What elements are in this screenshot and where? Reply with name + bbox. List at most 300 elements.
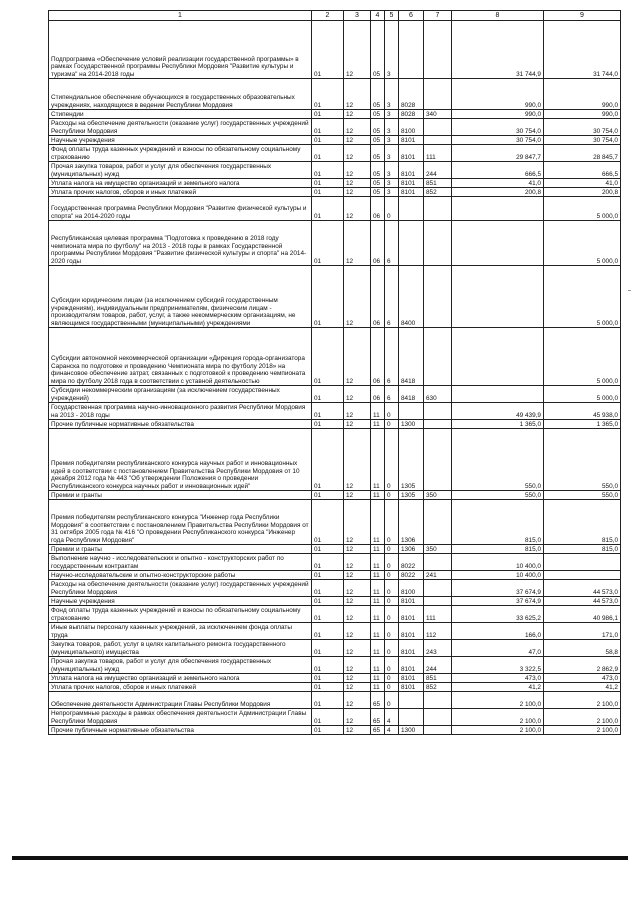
cell-expense-type [424, 692, 452, 709]
cell-expense-type [424, 328, 452, 386]
cell-section: 01 [312, 429, 344, 491]
table-row [49, 145, 621, 162]
cell-program: 11 [371, 429, 385, 491]
cell-amount-1: 550,0 [452, 429, 544, 491]
cell-subprogram: 0 [385, 606, 399, 623]
cell-section: 01 [312, 179, 344, 188]
cell-amount-2: 28 845,7 [544, 145, 621, 162]
row-name: Иные выплаты персоналу казенных учреждений, за исключением фонда оплаты труда [49, 623, 312, 640]
cell-subsection: 12 [344, 554, 371, 571]
cell-amount-1: 10 400,0 [452, 571, 544, 580]
cell-expense-type: 851 [424, 674, 452, 683]
cell-subprogram: 0 [385, 623, 399, 640]
cell-amount-2: 2 100,0 [544, 709, 621, 726]
cell-section: 01 [312, 657, 344, 674]
cell-amount-2: 44 573,0 [544, 580, 621, 597]
cell-amount-1: 3 322,5 [452, 657, 544, 674]
cell-section: 01 [312, 197, 344, 221]
table-row [49, 197, 621, 221]
cell-subsection: 12 [344, 21, 371, 79]
cell-direction: 8101 [399, 145, 424, 162]
cell-amount-2: 30 754,0 [544, 136, 621, 145]
cell-subsection: 12 [344, 429, 371, 491]
cell-expense-type [424, 429, 452, 491]
cell-section: 01 [312, 162, 344, 179]
cell-subsection: 12 [344, 386, 371, 403]
cell-program: 05 [371, 79, 385, 110]
cell-amount-1: 1 365,0 [452, 420, 544, 429]
cell-expense-type: 244 [424, 162, 452, 179]
cell-amount-2: 2 862,9 [544, 657, 621, 674]
cell-direction: 8101 [399, 657, 424, 674]
cell-subsection: 12 [344, 110, 371, 119]
cell-subsection: 12 [344, 726, 371, 735]
cell-amount-2: 5 000,0 [544, 221, 621, 266]
column-header: 8 [452, 11, 544, 21]
row-name: Уплата прочих налогов, сборов и иных платежей [49, 683, 312, 692]
cell-subprogram: 0 [385, 491, 399, 500]
cell-section: 01 [312, 21, 344, 79]
cell-amount-2: 815,0 [544, 545, 621, 554]
cell-direction [399, 403, 424, 420]
cell-expense-type [424, 119, 452, 136]
cell-amount-1: 47,0 [452, 640, 544, 657]
cell-program: 05 [371, 119, 385, 136]
cell-amount-2 [544, 571, 621, 580]
row-name: Научные учреждения [49, 136, 312, 145]
table-row [49, 429, 621, 491]
cell-expense-type: 350 [424, 491, 452, 500]
table-row [49, 597, 621, 606]
row-name: Расходы на обеспечение деятельности (оказание услуг) государственных учреждений Республики Мордовия [49, 119, 312, 136]
table-row [49, 403, 621, 420]
cell-subprogram: 3 [385, 179, 399, 188]
cell-subsection: 12 [344, 119, 371, 136]
row-name: Государственная программа Республики Мордовия "Развитие физической культуры и спорта" на 2014-2020 годы [49, 197, 312, 221]
cell-subprogram: 3 [385, 162, 399, 179]
column-header: 5 [385, 11, 399, 21]
row-name: Прочая закупка товаров, работ и услуг для обеспечения государственных (муниципальных) нужд [49, 657, 312, 674]
cell-amount-2: 5 000,0 [544, 328, 621, 386]
row-name: Выполнение научно - исследовательских и опытно - конструкторских работ по государственным контрактам [49, 554, 312, 571]
cell-amount-1: 41,0 [452, 179, 544, 188]
table-row [49, 640, 621, 657]
table-row [49, 328, 621, 386]
cell-expense-type: 111 [424, 145, 452, 162]
cell-direction: 8101 [399, 674, 424, 683]
cell-amount-2: 2 100,0 [544, 692, 621, 709]
row-name: Субсидии некоммерческим организациям (за исключением государственных учреждений) [49, 386, 312, 403]
cell-program: 11 [371, 597, 385, 606]
cell-amount-1: 37 674,9 [452, 580, 544, 597]
table-row [49, 500, 621, 545]
table-row [49, 554, 621, 571]
cell-expense-type [424, 79, 452, 110]
cell-program: 11 [371, 403, 385, 420]
cell-subsection: 12 [344, 674, 371, 683]
table-row [49, 571, 621, 580]
cell-program: 11 [371, 606, 385, 623]
cell-amount-2: 550,0 [544, 491, 621, 500]
cell-program: 06 [371, 386, 385, 403]
cell-expense-type [424, 554, 452, 571]
row-name: Прочая закупка товаров, работ и услуг для обеспечения государственных (муниципальных) нужд [49, 162, 312, 179]
cell-amount-2: 5 000,0 [544, 266, 621, 328]
cell-subprogram: 4 [385, 726, 399, 735]
cell-amount-1: 200,8 [452, 188, 544, 197]
cell-subprogram: 0 [385, 674, 399, 683]
cell-subprogram: 4 [385, 709, 399, 726]
cell-subprogram: 3 [385, 145, 399, 162]
cell-program: 11 [371, 545, 385, 554]
cell-direction: 8101 [399, 162, 424, 179]
row-name: Научно-исследовательские и опытно-конструкторские работы [49, 571, 312, 580]
cell-expense-type: 241 [424, 571, 452, 580]
cell-direction: 1305 [399, 491, 424, 500]
cell-subprogram: 3 [385, 119, 399, 136]
cell-subsection: 12 [344, 571, 371, 580]
cell-subprogram: 3 [385, 21, 399, 79]
row-name: Прочие публичные нормативные обязательства [49, 420, 312, 429]
cell-subsection: 12 [344, 136, 371, 145]
row-name: Субсидии автономной некоммерческой организации «Дирекция города-организатора Саранска по подготовке и проведению Чемпионата мира по футболу 2018» на финансовое обеспечение затрат, связанных с подготовкой к проведению чемпионата мира по футболу 2018 года в соответствии с уставной деятельностью [49, 328, 312, 386]
row-name: Премии и гранты [49, 491, 312, 500]
cell-program: 05 [371, 136, 385, 145]
cell-subprogram: 3 [385, 79, 399, 110]
table-row [49, 657, 621, 674]
cell-section: 01 [312, 640, 344, 657]
cell-subprogram: 6 [385, 221, 399, 266]
cell-amount-2: 666,5 [544, 162, 621, 179]
cell-subprogram: 0 [385, 597, 399, 606]
table-row [49, 266, 621, 328]
budget-sheet [48, 10, 620, 735]
cell-direction: 8022 [399, 571, 424, 580]
cell-section: 01 [312, 580, 344, 597]
cell-expense-type: 243 [424, 640, 452, 657]
row-name: Уплата прочих налогов, сборов и иных платежей [49, 188, 312, 197]
cell-subsection: 12 [344, 597, 371, 606]
column-header-row [49, 11, 621, 21]
scan-artifact [628, 290, 631, 291]
cell-program: 11 [371, 491, 385, 500]
cell-section: 01 [312, 79, 344, 110]
cell-section: 01 [312, 554, 344, 571]
cell-subprogram: 6 [385, 386, 399, 403]
cell-direction [399, 221, 424, 266]
cell-subsection: 12 [344, 145, 371, 162]
cell-program: 65 [371, 709, 385, 726]
cell-subsection: 12 [344, 420, 371, 429]
cell-amount-1 [452, 386, 544, 403]
cell-direction: 8101 [399, 623, 424, 640]
cell-program: 05 [371, 110, 385, 119]
table-row [49, 21, 621, 79]
table-row [49, 683, 621, 692]
table-row [49, 726, 621, 735]
row-name: Подпрограмма «Обеспечение условий реализации государственной программы» в рамках Государственной программы Республики Мордовия "Развитие культуры и туризма" на 2014-2018 годы [49, 21, 312, 79]
table-row [49, 386, 621, 403]
cell-subprogram: 0 [385, 683, 399, 692]
cell-expense-type: 111 [424, 606, 452, 623]
column-header: 9 [544, 11, 621, 21]
cell-expense-type [424, 266, 452, 328]
cell-amount-1: 990,0 [452, 110, 544, 119]
cell-amount-1 [452, 197, 544, 221]
budget-table [48, 10, 621, 735]
cell-amount-1: 815,0 [452, 545, 544, 554]
page-bottom-rule [12, 856, 628, 860]
cell-subprogram: 0 [385, 571, 399, 580]
cell-direction: 8028 [399, 79, 424, 110]
cell-program: 05 [371, 162, 385, 179]
cell-direction [399, 197, 424, 221]
cell-program: 11 [371, 420, 385, 429]
cell-direction: 8100 [399, 119, 424, 136]
column-header: 2 [312, 11, 344, 21]
cell-amount-1: 473,0 [452, 674, 544, 683]
cell-section: 01 [312, 692, 344, 709]
cell-program: 11 [371, 657, 385, 674]
cell-subprogram: 0 [385, 197, 399, 221]
cell-program: 06 [371, 266, 385, 328]
cell-section: 01 [312, 606, 344, 623]
cell-expense-type: 852 [424, 188, 452, 197]
table-row [49, 188, 621, 197]
cell-amount-2: 815,0 [544, 500, 621, 545]
cell-subprogram: 3 [385, 188, 399, 197]
cell-direction: 8028 [399, 110, 424, 119]
cell-program: 11 [371, 623, 385, 640]
row-name: Закупка товаров, работ, услуг в целях капитального ремонта государственного (муниципального) имущества [49, 640, 312, 657]
cell-section: 01 [312, 386, 344, 403]
cell-expense-type [424, 726, 452, 735]
cell-expense-type [424, 420, 452, 429]
cell-direction: 1306 [399, 500, 424, 545]
row-name: Стипендии [49, 110, 312, 119]
cell-subsection: 12 [344, 545, 371, 554]
cell-subsection: 12 [344, 623, 371, 640]
table-row [49, 221, 621, 266]
cell-subsection: 12 [344, 197, 371, 221]
row-name: Республиканская целевая программа "Подготовка к проведению в 2018 году чемпионата мира по футболу" на 2013 - 2018 годы в рамках Государственной программы Республики Мордовия "Развитие физической культуры и спорта" на 2014-2020 годы [49, 221, 312, 266]
cell-section: 01 [312, 188, 344, 197]
cell-expense-type: 852 [424, 683, 452, 692]
cell-direction: 8101 [399, 606, 424, 623]
cell-expense-type [424, 597, 452, 606]
cell-direction: 1300 [399, 420, 424, 429]
cell-amount-2: 171,0 [544, 623, 621, 640]
cell-amount-1: 49 439,9 [452, 403, 544, 420]
cell-subprogram: 3 [385, 110, 399, 119]
cell-subprogram: 0 [385, 500, 399, 545]
row-name: Прочие публичные нормативные обязательства [49, 726, 312, 735]
row-name: Фонд оплаты труда казенных учреждений и взносы по обязательному социальному страхованию [49, 606, 312, 623]
cell-section: 01 [312, 571, 344, 580]
cell-subprogram: 6 [385, 266, 399, 328]
cell-section: 01 [312, 420, 344, 429]
cell-amount-1: 29 847,7 [452, 145, 544, 162]
cell-direction: 8418 [399, 328, 424, 386]
cell-section: 01 [312, 683, 344, 692]
table-row [49, 606, 621, 623]
cell-subprogram: 3 [385, 136, 399, 145]
cell-amount-2: 990,0 [544, 110, 621, 119]
cell-direction: 8101 [399, 597, 424, 606]
cell-amount-1: 2 100,0 [452, 709, 544, 726]
cell-program: 05 [371, 21, 385, 79]
cell-section: 01 [312, 145, 344, 162]
cell-direction: 8101 [399, 640, 424, 657]
cell-expense-type [424, 709, 452, 726]
cell-direction: 8101 [399, 136, 424, 145]
cell-amount-2: 44 573,0 [544, 597, 621, 606]
cell-subsection: 12 [344, 657, 371, 674]
row-name: Обеспечение деятельности Администрации Главы Республики Мордовия [49, 692, 312, 709]
cell-program: 11 [371, 683, 385, 692]
column-header: 4 [371, 11, 385, 21]
cell-subprogram: 0 [385, 545, 399, 554]
table-row [49, 110, 621, 119]
cell-subsection: 12 [344, 179, 371, 188]
cell-direction [399, 692, 424, 709]
cell-amount-2: 45 938,0 [544, 403, 621, 420]
row-name: Научные учреждения [49, 597, 312, 606]
cell-program: 11 [371, 554, 385, 571]
column-header: 1 [49, 11, 312, 21]
cell-section: 01 [312, 266, 344, 328]
cell-amount-1: 2 100,0 [452, 726, 544, 735]
cell-direction: 1305 [399, 429, 424, 491]
cell-amount-1: 815,0 [452, 500, 544, 545]
table-row [49, 580, 621, 597]
row-name: Государственная программа научно-инновационного развития Республики Мордовия на 2013 - 2018 годы [49, 403, 312, 420]
cell-amount-1: 990,0 [452, 79, 544, 110]
cell-subsection: 12 [344, 491, 371, 500]
cell-program: 11 [371, 500, 385, 545]
cell-direction: 8400 [399, 266, 424, 328]
cell-subprogram: 0 [385, 554, 399, 571]
cell-amount-1: 10 400,0 [452, 554, 544, 571]
cell-subsection: 12 [344, 580, 371, 597]
table-row [49, 692, 621, 709]
cell-section: 01 [312, 119, 344, 136]
cell-amount-1 [452, 328, 544, 386]
cell-program: 11 [371, 640, 385, 657]
cell-amount-1: 30 754,0 [452, 119, 544, 136]
cell-program: 06 [371, 328, 385, 386]
row-name: Уплата налога на имущество организаций и земельного налога [49, 179, 312, 188]
cell-section: 01 [312, 221, 344, 266]
cell-subsection: 12 [344, 266, 371, 328]
cell-amount-2 [544, 554, 621, 571]
cell-direction: 1306 [399, 545, 424, 554]
cell-subsection: 12 [344, 79, 371, 110]
cell-amount-1: 31 744,9 [452, 21, 544, 79]
cell-subsection: 12 [344, 692, 371, 709]
cell-subprogram: 6 [385, 328, 399, 386]
cell-amount-2: 1 365,0 [544, 420, 621, 429]
cell-expense-type [424, 197, 452, 221]
cell-program: 05 [371, 179, 385, 188]
cell-subsection: 12 [344, 403, 371, 420]
cell-subsection: 12 [344, 162, 371, 179]
cell-expense-type: 630 [424, 386, 452, 403]
row-name: Расходы на обеспечение деятельности (оказание услуг) государственных учреждений Республики Мордовия [49, 580, 312, 597]
cell-subprogram: 0 [385, 420, 399, 429]
cell-amount-1: 166,0 [452, 623, 544, 640]
cell-section: 01 [312, 623, 344, 640]
cell-amount-2: 473,0 [544, 674, 621, 683]
cell-amount-1 [452, 221, 544, 266]
cell-expense-type: 350 [424, 545, 452, 554]
cell-amount-1: 666,5 [452, 162, 544, 179]
table-row [49, 420, 621, 429]
cell-section: 01 [312, 500, 344, 545]
cell-amount-1: 30 754,0 [452, 136, 544, 145]
row-name: Субсидии юридическим лицам (за исключением субсидий государственным учреждениям), индивидуальным предпринимателям, физическим лицам - производителям товаров, работ, услуг, а также некоммерческим организациям, не являющимся государственными (муниципальными) учреждениями [49, 266, 312, 328]
cell-expense-type [424, 403, 452, 420]
cell-expense-type: 851 [424, 179, 452, 188]
cell-expense-type: 244 [424, 657, 452, 674]
cell-subprogram: 0 [385, 580, 399, 597]
cell-program: 65 [371, 726, 385, 735]
cell-amount-2: 200,8 [544, 188, 621, 197]
cell-expense-type [424, 580, 452, 597]
table-row [49, 623, 621, 640]
cell-subsection: 12 [344, 640, 371, 657]
cell-amount-2: 30 754,0 [544, 119, 621, 136]
cell-program: 11 [371, 580, 385, 597]
row-name: Фонд оплаты труда казенных учреждений и взносы по обязательному социальному страхованию [49, 145, 312, 162]
cell-expense-type: 340 [424, 110, 452, 119]
cell-direction: 8101 [399, 188, 424, 197]
cell-direction [399, 709, 424, 726]
cell-section: 01 [312, 709, 344, 726]
cell-amount-1: 37 674,9 [452, 597, 544, 606]
row-name: Стипендиальное обеспечение обучающихся в государственных образовательных учреждениях, находящихся в ведении Республики Мордовия [49, 79, 312, 110]
column-header: 6 [399, 11, 424, 21]
row-name: Премия победителям республиканского конкурса "Инженер года Республики Мордовия" в соответствии с постановлением Правительства Республики Мордовия от 31 октября 2005 года № 416 "О проведении Республиканского конкурса "Инженер года Республики Мордовия" [49, 500, 312, 545]
cell-direction [399, 21, 424, 79]
table-row [49, 491, 621, 500]
cell-direction: 8022 [399, 554, 424, 571]
cell-direction: 8100 [399, 580, 424, 597]
cell-subprogram: 0 [385, 692, 399, 709]
row-name: Премии и гранты [49, 545, 312, 554]
cell-amount-2: 41,2 [544, 683, 621, 692]
cell-expense-type: 112 [424, 623, 452, 640]
column-header: 7 [424, 11, 452, 21]
column-header: 3 [344, 11, 371, 21]
cell-subsection: 12 [344, 606, 371, 623]
cell-subsection: 12 [344, 188, 371, 197]
cell-amount-2: 31 744,0 [544, 21, 621, 79]
cell-amount-2: 41,0 [544, 179, 621, 188]
cell-amount-1: 33 625,2 [452, 606, 544, 623]
cell-amount-2: 5 000,0 [544, 197, 621, 221]
cell-subprogram: 0 [385, 640, 399, 657]
cell-subsection: 12 [344, 328, 371, 386]
cell-direction: 8101 [399, 683, 424, 692]
cell-amount-2: 550,0 [544, 429, 621, 491]
cell-program: 11 [371, 571, 385, 580]
cell-direction: 8418 [399, 386, 424, 403]
cell-program: 05 [371, 188, 385, 197]
cell-section: 01 [312, 726, 344, 735]
cell-expense-type [424, 221, 452, 266]
cell-program: 11 [371, 674, 385, 683]
